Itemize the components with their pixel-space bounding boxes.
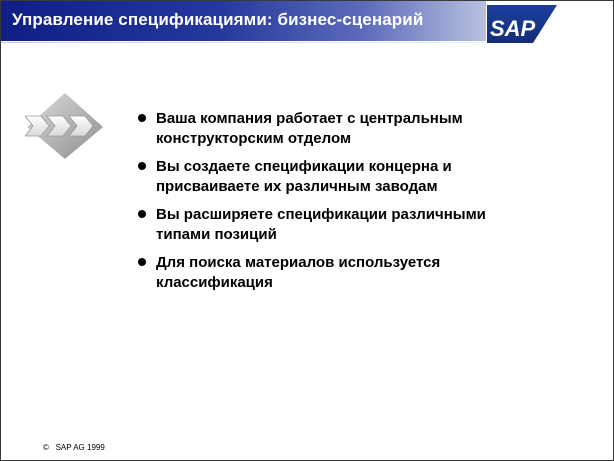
bullet-text-line: классификация <box>156 274 273 291</box>
bullet-text-line: Для поиска материалов используется <box>156 254 441 271</box>
bullet-item <box>137 253 557 293</box>
bullet-text-line: конструкторским отделом <box>156 130 352 147</box>
bullet-text-line: Ваша компания работает с центральным <box>156 110 463 127</box>
bullet-item <box>137 157 557 197</box>
sap-logo-text: SAP <box>490 16 536 41</box>
sap-logo <box>487 5 557 45</box>
copyright-text: SAP AG 1999 <box>55 443 105 452</box>
title-divider <box>1 42 486 43</box>
bullet-list <box>137 109 557 301</box>
bullet-dot-icon <box>138 114 146 122</box>
bullet-dot-icon <box>138 162 146 170</box>
copyright-footer <box>43 443 105 452</box>
bullet-text-line: Вы расширяете спецификации различными <box>156 206 486 223</box>
bullet-text-line: присваиваете их различным заводам <box>156 178 438 195</box>
sap-logo-icon <box>487 5 557 45</box>
bullet-dot-icon <box>138 210 146 218</box>
slide-title: Управление спецификациями: бизнес-сценарий <box>12 10 424 29</box>
bullet-item <box>137 205 557 245</box>
bullet-dot-icon <box>138 258 146 266</box>
bullet-text-line: Вы создаете спецификации концерна и <box>156 158 452 175</box>
bullet-item <box>137 109 557 149</box>
title-bar <box>1 1 486 41</box>
process-arrows-icon <box>25 93 105 161</box>
bullet-text-line: типами позиций <box>156 226 277 243</box>
copyright-icon: © <box>43 443 49 452</box>
